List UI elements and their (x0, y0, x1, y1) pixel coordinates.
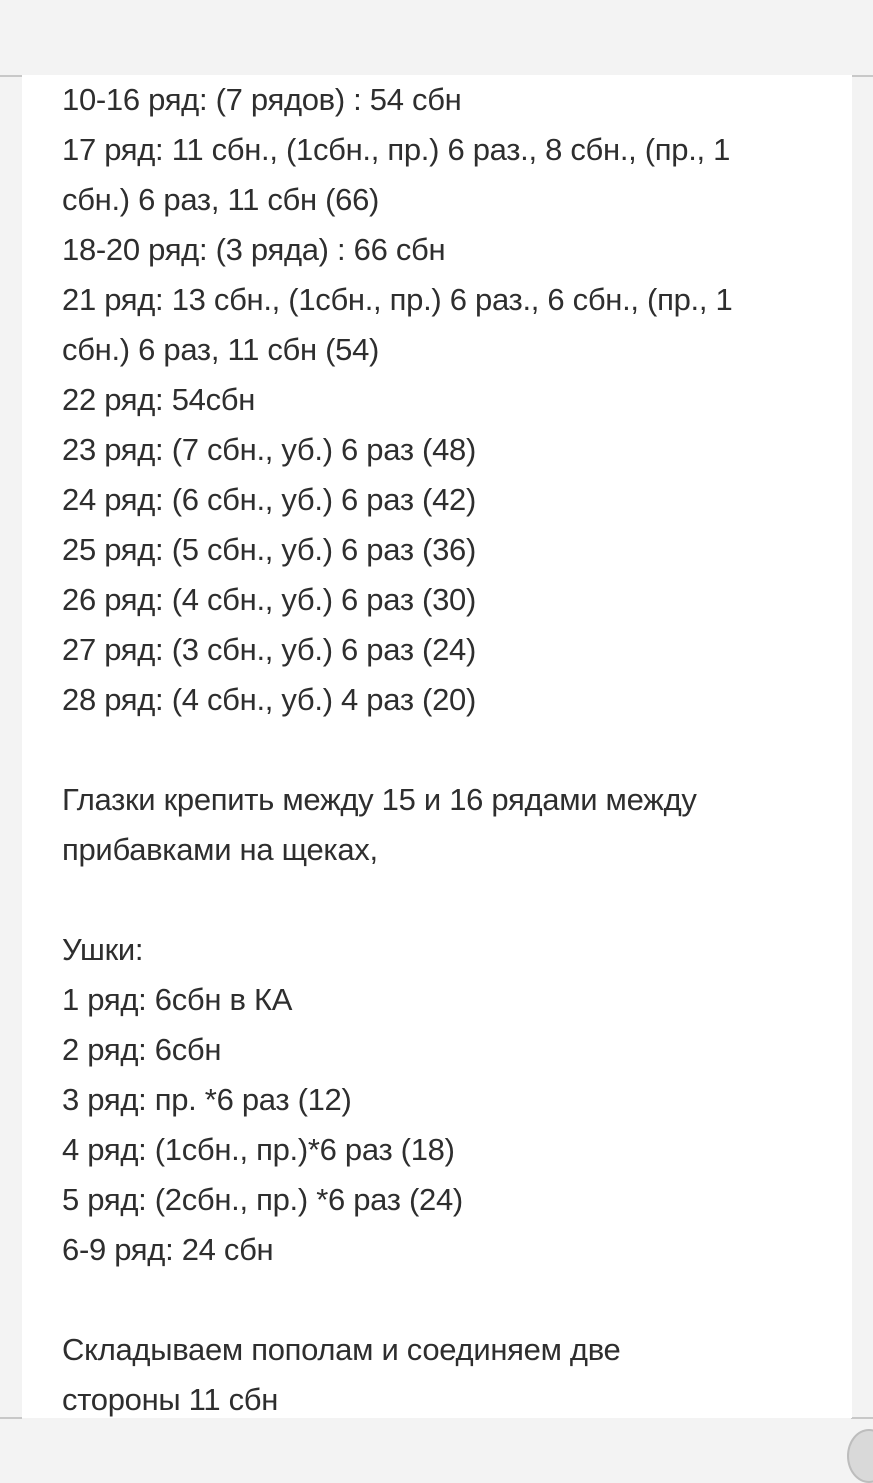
text-line: прибавками на щеках, (62, 832, 378, 867)
text-line: 27 ряд: (3 сбн., уб.) 6 раз (24) (62, 632, 476, 667)
section-heading-ears: Ушки: (62, 932, 144, 967)
text-line: 5 ряд: (2сбн., пр.) *6 раз (24) (62, 1182, 463, 1217)
pattern-text (62, 75, 842, 1425)
top-left-edge-mark (0, 75, 22, 77)
text-line: 3 ряд: пр. *6 раз (12) (62, 1082, 352, 1117)
text-line: 25 ряд: (5 сбн., уб.) 6 раз (36) (62, 532, 476, 567)
text-line: 22 ряд: 54сбн (62, 382, 256, 417)
blank-line (62, 1275, 842, 1325)
text-line: 26 ряд: (4 сбн., уб.) 6 раз (30) (62, 582, 476, 617)
bottom-right-edge-mark (851, 1417, 873, 1419)
text-line: Складываем пополам и соединяем две (62, 1332, 621, 1367)
blank-line (62, 725, 842, 775)
text-line: 17 ряд: 11 сбн., (1сбн., пр.) 6 раз., 8 сбн., (пр., 1 (62, 132, 731, 167)
blank-line (62, 875, 842, 925)
document-page (22, 75, 852, 1418)
text-line: сбн.) 6 раз, 11 сбн (54) (62, 332, 380, 367)
text-line: 18-20 ряд: (3 ряда) : 66 сбн (62, 232, 446, 267)
text-line: 24 ряд: (6 сбн., уб.) 6 раз (42) (62, 482, 476, 517)
text-line: 2 ряд: 6сбн (62, 1032, 222, 1067)
corner-avatar-fragment[interactable] (847, 1429, 873, 1483)
text-line: 23 ряд: (7 сбн., уб.) 6 раз (48) (62, 432, 476, 467)
text-line: 21 ряд: 13 сбн., (1сбн., пр.) 6 раз., 6 сбн., (пр., 1 (62, 282, 733, 317)
text-line: 1 ряд: 6сбн в КА (62, 982, 293, 1017)
text-line: 10-16 ряд: (7 рядов) : 54 сбн (62, 82, 462, 117)
top-right-edge-mark (851, 75, 873, 77)
text-line: 4 ряд: (1сбн., пр.)*6 раз (18) (62, 1132, 455, 1167)
text-line: Глазки крепить между 15 и 16 рядами между (62, 782, 697, 817)
bottom-left-edge-mark (0, 1417, 22, 1419)
text-line: стороны 11 сбн (62, 1382, 279, 1417)
text-line: сбн.) 6 раз, 11 сбн (66) (62, 182, 380, 217)
text-line: 28 ряд: (4 сбн., уб.) 4 раз (20) (62, 682, 476, 717)
text-line: 6-9 ряд: 24 сбн (62, 1232, 274, 1267)
